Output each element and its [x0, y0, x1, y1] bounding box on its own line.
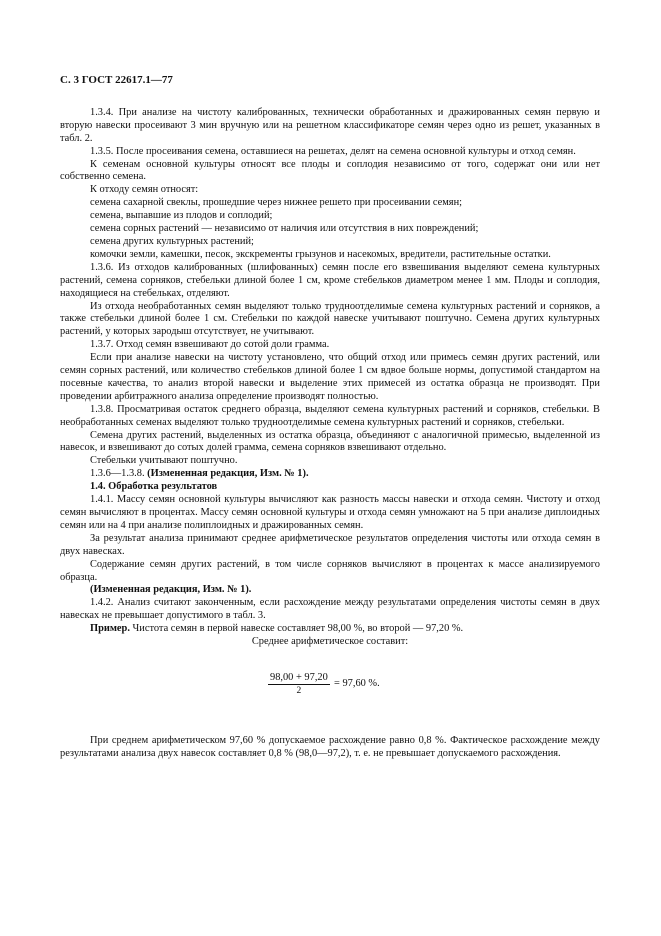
paragraph-untreated-waste: Из отхода необработанных семян выделяют только трудноотделимые семена культурных растений и сорняков, а также стебельки длиной более 1 см. Стебельки по каждой навеске учитывают поштучно. Семена других культурных растений, у которых зародыш отсутствует, не учитывают. — [60, 300, 600, 338]
paragraph-other-seeds: Семена других растений, выделенных из остатка образца, объединяют с аналогичной примесью, выделенной из навесок, и взвешивают до сотых долей грамма, семена сорняков взвешивают отдельно. — [60, 429, 600, 454]
paragraph-double-norm: Если при анализе навески на чистоту установлено, что общий отход или примесь семян других растений, или семян сорных растений, или количество стебельков длиной более 1 см вдвое больше нормы, допустимой стандартом на посевные качества, то анализ второй навески и выделение этих примесей из остатка образца не производят. При проведении арбитражного анализа определение производят полностью. — [60, 352, 600, 402]
formula-numerator: 98,00 + 97,20 — [270, 671, 328, 683]
paragraph-1-3-5: 1.3.5. После просеивания семена, оставшиеся на решетах, делят на семена основной культуры и отход семян. — [90, 145, 576, 157]
example-text: Чистота семян в первой навеске составляет 98,00 %, во второй — 97,20 %. — [129, 623, 464, 635]
paragraph-other-plants: Содержание семян других растений, в том числе сорняков вычисляют в процентах к массе анализируемого образца. — [60, 558, 600, 583]
paragraph-1-4-2: 1.4.2. Анализ считают законченным, если расхождение между результатами определения чистоты семян в двух навесках не превышает допустимого в табл. 3. — [60, 597, 600, 622]
amendment-note: (Измененная редакция, Изм. № 1). — [147, 468, 309, 480]
paragraph-example — [60, 623, 600, 636]
example-label: Пример. — [90, 623, 130, 635]
list-item-waste-4: семена других культурных растений; — [90, 235, 254, 247]
paragraph-amendment-2: (Измененная редакция, Изм. № 1). — [90, 584, 252, 596]
amendment-ref: 1.3.6—1.3.8. — [90, 468, 148, 480]
list-item-waste-1: семена сахарной свеклы, прошедшие через нижнее решето при просеивании семян; — [90, 197, 463, 209]
formula-mean — [60, 671, 600, 713]
paragraph-1-3-4: 1.3.4. При анализе на чистоту калиброванных, технически обработанных и дражированных семян первую и вторую навески просеивают 3 мин вручную или на решетном классификаторе семян через одно из решет, указанных в табл. 2. — [60, 106, 600, 144]
list-item-waste-2: семена, выпавшие из плодов и соплодий; — [90, 210, 273, 222]
paragraph-amendment-1 — [60, 468, 600, 481]
paragraph-mean-intro: Среднее арифметическое составит: — [251, 636, 409, 648]
list-item-waste-3: семена сорных растений — независимо от наличия или отсутствия в них повреждений; — [90, 223, 479, 235]
list-item-waste-5: комочки земли, камешки, песок, экскременты грызунов и насекомых, вредители, растительные остатки. — [90, 248, 551, 260]
formula-result: = 97,60 %. — [334, 677, 380, 689]
paragraph-main-culture: К семенам основной культуры относят все плоды и соплодия независимо от того, содержат они или нет собственно семена. — [60, 158, 600, 183]
paragraph-stems: Стебельки учитывают поштучно. — [90, 455, 238, 467]
paragraph-waste-intro: К отходу семян относят: — [90, 184, 199, 196]
paragraph-1-3-6: 1.3.6. Из отходов калиброванных (шлифованных) семян после его взвешивания выделяют семена культурных растений, семена сорняков, стебельки длиной более 1 см, кроме стебельков диаметром менее 1 мм. Плоды и соплодия, находящиеся на стебельках, отделяют. — [60, 261, 600, 299]
formula-denominator: 2 — [296, 685, 302, 696]
paragraph-result-average: За результат анализа принимают среднее арифметическое результатов определения чистоты или отхода семян в двух навесках. — [60, 532, 600, 557]
paragraph-1-4-1: 1.4.1. Массу семян основной культуры вычисляют как разность массы навески и отхода семян. Чистоту и отход семян вычисляют в процентах. Массу семян основной культуры и отхода семян умножают на 5 при анализе диплоидных семян или на 4 при анализе полиплоидных и дражированных семян. — [60, 494, 600, 531]
paragraph-1-3-7: 1.3.7. Отход семян взвешивают до сотой доли грамма. — [90, 339, 330, 351]
formula-fraction — [268, 671, 330, 698]
paragraph-1-3-8: 1.3.8. Просматривая остаток среднего образца, выделяют семена культурных растений и сорняков, стебельки. В необработанных семенах выделяют только трудноотделимые семена культурных растений и сорняков, стебельки. — [60, 403, 600, 428]
paragraph-conclusion: При среднем арифметическом 97,60 % допускаемое расхождение равно 0,8 %. Фактическое расхождение между результатами анализа двух навесок составляет 0,8 % (98,0—97,2), т. е. не превышает допускаемого расхождения. — [60, 734, 600, 759]
section-heading-1-4: 1.4. Обработка результатов — [90, 481, 218, 493]
page-header: С. 3 ГОСТ 22617.1—77 — [60, 74, 173, 86]
document-page — [60, 74, 600, 761]
